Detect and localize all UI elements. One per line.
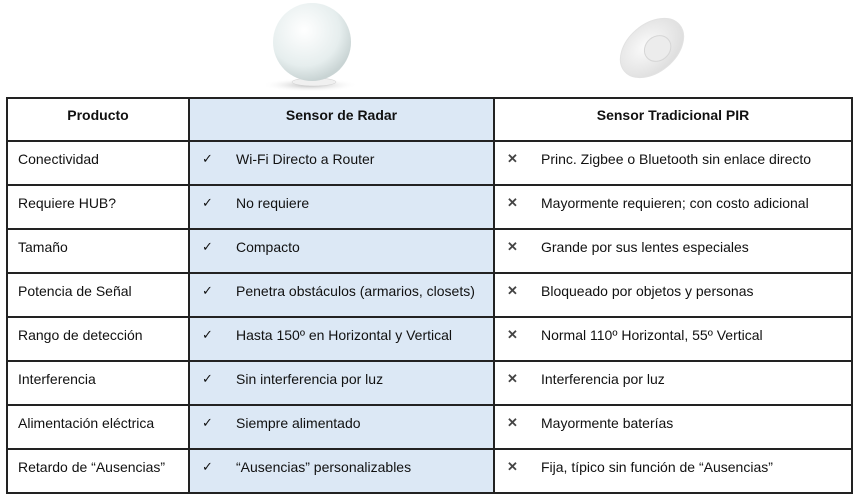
radar-cell: [189, 273, 494, 317]
table-header-row: [7, 98, 852, 141]
radar-value: “Ausencias” personalizables: [236, 459, 412, 475]
pir-cell: [494, 273, 852, 317]
pir-value: Bloqueado por objetos y personas: [541, 283, 754, 299]
radar-value: No requiere: [236, 195, 310, 211]
table-row: [7, 229, 852, 273]
check-icon: ✓: [202, 195, 213, 210]
table-row: [7, 449, 852, 493]
pir-cell: [494, 449, 852, 493]
feature-label: Rango de detección: [18, 327, 143, 343]
pir-value: Princ. Zigbee o Bluetooth sin enlace directo: [541, 151, 812, 167]
table-row: [7, 317, 852, 361]
pir-value: Grande por sus lentes especiales: [541, 239, 749, 255]
feature-label: Retardo de “Ausencias”: [18, 459, 166, 475]
feature-cell: [7, 273, 189, 317]
check-icon: ✓: [202, 151, 213, 166]
radar-cell: [189, 449, 494, 493]
feature-label: Alimentación eléctrica: [18, 415, 155, 431]
pir-cell: [494, 185, 852, 229]
check-icon: ✓: [202, 371, 213, 386]
feature-label: Requiere HUB?: [18, 195, 117, 211]
table-row: [7, 185, 852, 229]
cross-icon: ✕: [507, 371, 518, 386]
radar-value: Wi-Fi Directo a Router: [236, 151, 375, 167]
radar-cell: [189, 141, 494, 185]
comparison-table: [6, 97, 853, 494]
feature-cell: [7, 449, 189, 493]
check-icon: ✓: [202, 239, 213, 254]
cross-icon: ✕: [507, 239, 518, 254]
cross-icon: ✕: [507, 415, 518, 430]
feature-label: Interferencia: [18, 371, 96, 387]
check-icon: ✓: [202, 459, 213, 474]
radar-cell: [189, 361, 494, 405]
feature-label: Tamaño: [18, 239, 68, 255]
radar-value: Hasta 150º en Horizontal y Vertical: [236, 327, 453, 343]
feature-cell: [7, 317, 189, 361]
cross-icon: ✕: [507, 327, 518, 342]
radar-cell: [189, 317, 494, 361]
radar-value: Penetra obstáculos (armarios, closets): [236, 283, 475, 299]
feature-cell: [7, 405, 189, 449]
feature-cell: [7, 185, 189, 229]
pir-cell: [494, 141, 852, 185]
radar-cell: [189, 229, 494, 273]
table-row: [7, 361, 852, 405]
cross-icon: ✕: [507, 283, 518, 298]
feature-cell: [7, 141, 189, 185]
pir-cell: [494, 317, 852, 361]
pir-value: Mayormente baterías: [541, 415, 674, 431]
pir-cell: [494, 229, 852, 273]
pir-value: Interferencia por luz: [541, 371, 665, 387]
pir-value: Fija, típico sin función de “Ausencias”: [541, 459, 773, 475]
table-row: [7, 141, 852, 185]
cross-icon: ✕: [507, 151, 518, 166]
header-radar: Sensor de Radar: [189, 98, 494, 141]
radar-cell: [189, 185, 494, 229]
feature-label: Conectividad: [18, 151, 99, 167]
radar-value: Compacto: [236, 239, 300, 255]
feature-label: Potencia de Señal: [18, 283, 132, 299]
pir-cell: [494, 405, 852, 449]
check-icon: ✓: [202, 327, 213, 342]
table-row: [7, 405, 852, 449]
cross-icon: ✕: [507, 459, 518, 474]
pir-cell: [494, 361, 852, 405]
radar-sensor-image: [262, 0, 358, 96]
check-icon: ✓: [202, 283, 213, 298]
table-row: [7, 273, 852, 317]
cross-icon: ✕: [507, 195, 518, 210]
radar-value: Siempre alimentado: [236, 415, 361, 431]
header-product: Producto: [7, 98, 189, 141]
pir-value: Mayormente requieren; con costo adicional: [541, 195, 809, 211]
pir-value: Normal 110º Horizontal, 55º Vertical: [541, 327, 763, 343]
feature-cell: [7, 361, 189, 405]
header-pir: Sensor Tradicional PIR: [494, 98, 852, 141]
radar-cell: [189, 405, 494, 449]
radar-value: Sin interferencia por luz: [236, 371, 384, 387]
feature-cell: [7, 229, 189, 273]
check-icon: ✓: [202, 415, 213, 430]
pir-sensor-image: [612, 0, 692, 96]
